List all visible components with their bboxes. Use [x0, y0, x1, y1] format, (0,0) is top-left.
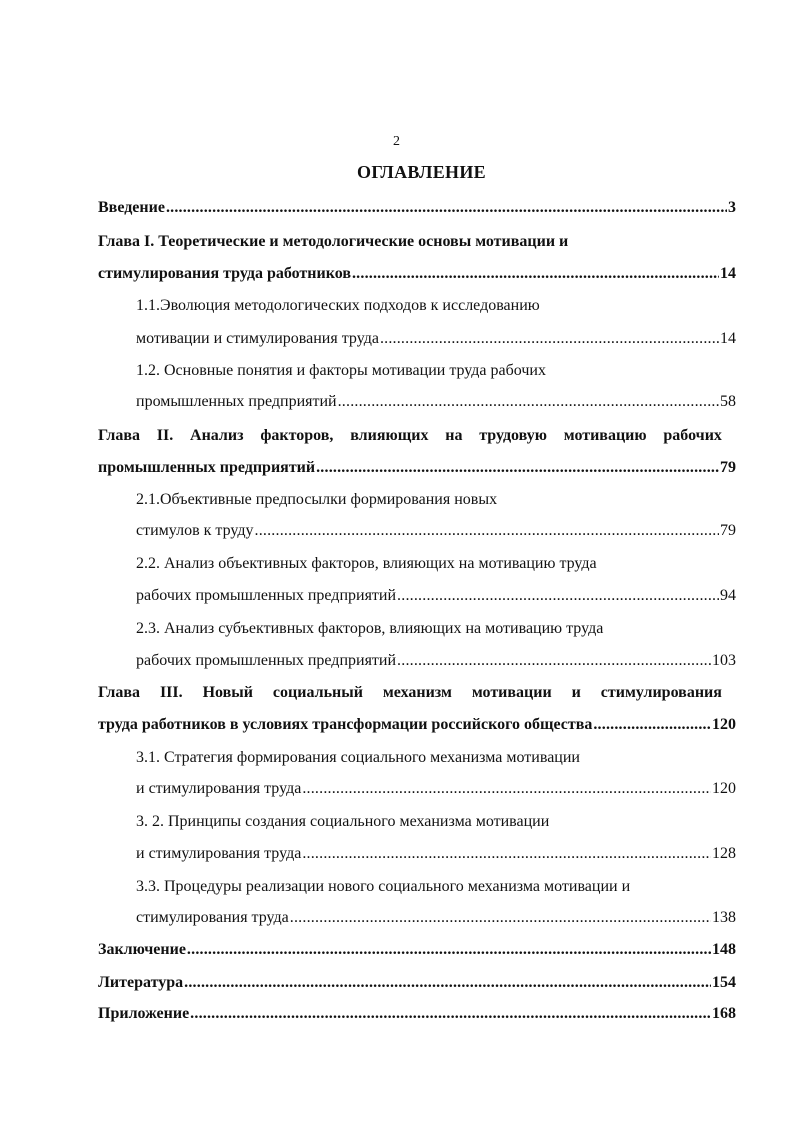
- toc-entry-text: 3.1. Стратегия формирования социального механизма мотивации: [136, 749, 580, 766]
- toc-entry-text: промышленных предприятий: [136, 393, 337, 410]
- toc-section-1-1[interactable]: [136, 329, 736, 349]
- toc-page-number: 120: [712, 780, 736, 797]
- toc-word: Новый: [202, 684, 253, 701]
- dot-leader: [352, 264, 719, 284]
- dot-leader: [380, 329, 719, 349]
- toc-section-2-3[interactable]: [136, 651, 736, 671]
- dot-leader: [184, 973, 711, 993]
- toc-entry-text: труда работников в условиях трансформации российского общества: [98, 716, 593, 733]
- toc-entry-text: рабочих промышленных предприятий: [136, 587, 397, 604]
- toc-entry-appendix[interactable]: [98, 1004, 736, 1024]
- toc-entry-text: 2.1.Объективные предпосылки формирования новых: [136, 491, 498, 508]
- toc-section-3-1[interactable]: [136, 779, 736, 799]
- toc-page-number: 120: [712, 716, 736, 733]
- toc-section-1-2[interactable]: [136, 392, 736, 412]
- toc-page-number: 128: [712, 845, 736, 862]
- toc-word: трудовую: [479, 427, 547, 444]
- dot-leader: [338, 392, 719, 412]
- toc-entry-text: стимулирования труда: [136, 909, 289, 926]
- toc-entry-literature[interactable]: [98, 973, 736, 993]
- toc-word: Анализ: [190, 427, 244, 444]
- toc-word: влияющих: [350, 427, 429, 444]
- toc-word: рабочих: [663, 427, 722, 444]
- toc-word: стимулирования: [600, 684, 722, 701]
- dot-leader: [190, 1004, 711, 1024]
- toc-entry-text: Введение: [98, 199, 165, 216]
- dot-leader: [397, 651, 711, 671]
- toc-section-2-1-title[interactable]: [136, 490, 497, 510]
- toc-section-3-2-title[interactable]: [136, 812, 549, 832]
- toc-page-number: 79: [720, 522, 736, 539]
- toc-section-3-2[interactable]: [136, 844, 736, 864]
- toc-word: Глава: [98, 684, 140, 701]
- toc-page-number: 3: [728, 199, 736, 216]
- toc-word: мотивацию: [563, 427, 647, 444]
- toc-entry-text: 1.1.Эволюция методологических подходов к исследованию: [136, 297, 540, 314]
- toc-entry-intro[interactable]: [98, 198, 736, 218]
- toc-entry-text: 3.3. Процедуры реализации нового социального механизма мотивации и: [136, 878, 631, 895]
- toc-word: социальный: [272, 684, 363, 701]
- toc-page-number: 154: [712, 974, 736, 991]
- toc-entry-text: стимулов к труду: [136, 522, 254, 539]
- dot-leader: [255, 521, 720, 541]
- toc-page-number: 79: [720, 459, 736, 476]
- toc-word: Глава: [98, 427, 140, 444]
- toc-section-3-3-title[interactable]: [136, 877, 630, 897]
- toc-chapter-3[interactable]: [98, 715, 736, 735]
- toc-page-number: 58: [720, 393, 736, 410]
- toc-entry-text: 2.2. Анализ объективных факторов, влияющих на мотивацию труда: [136, 555, 597, 572]
- toc-entry-text: 1.2. Основные понятия и факторы мотивации труда рабочих: [136, 362, 546, 379]
- toc-entry-text: 2.3. Анализ субъективных факторов, влияющих на мотивацию труда: [136, 620, 604, 637]
- toc-entry-text: и стимулирования труда: [136, 845, 302, 862]
- toc-entry-conclusion[interactable]: [98, 940, 736, 960]
- toc-chapter-2[interactable]: [98, 458, 736, 478]
- toc-section-3-1-title[interactable]: [136, 748, 580, 768]
- toc-page-number: 94: [720, 587, 736, 604]
- toc-page-number: 14: [720, 265, 736, 282]
- dot-leader: [166, 198, 727, 218]
- toc-page-number: 168: [712, 1005, 736, 1022]
- toc-chapter-3-title[interactable]: [98, 683, 722, 703]
- toc-page-number: 148: [712, 941, 736, 958]
- toc-page-number: 138: [712, 909, 736, 926]
- dot-leader: [290, 908, 711, 928]
- toc-section-2-1[interactable]: [136, 521, 736, 541]
- dot-leader: [593, 715, 711, 735]
- toc-page-number: 14: [720, 330, 736, 347]
- toc-entry-text: промышленных предприятий: [98, 459, 316, 476]
- toc-entry-text: рабочих промышленных предприятий: [136, 652, 397, 669]
- toc-section-1-2-title[interactable]: [136, 361, 546, 381]
- toc-entry-text: 3. 2. Принципы создания социального механизма мотивации: [136, 813, 550, 830]
- toc-word: факторов,: [260, 427, 334, 444]
- dot-leader: [302, 779, 711, 799]
- toc-chapter-1[interactable]: [98, 264, 736, 284]
- toc-word: II.: [156, 427, 174, 444]
- dot-leader: [316, 458, 719, 478]
- toc-word: на: [445, 427, 463, 444]
- toc-section-2-3-title[interactable]: [136, 619, 603, 639]
- toc-entry-text: мотивации и стимулирования труда: [136, 330, 379, 347]
- toc-section-1-1-title[interactable]: [136, 296, 540, 316]
- toc-word: и: [571, 684, 581, 701]
- toc-page-number: 103: [712, 652, 736, 669]
- toc-section-2-2-title[interactable]: [136, 554, 597, 574]
- toc-entry-text: Заключение: [98, 941, 186, 958]
- dot-leader: [187, 940, 711, 960]
- toc-entry-text: и стимулирования труда: [136, 780, 302, 797]
- toc-word: механизм: [382, 684, 452, 701]
- dot-leader: [302, 844, 711, 864]
- toc-word: мотивации: [471, 684, 552, 701]
- toc-section-3-3[interactable]: [136, 908, 736, 928]
- page-number: 2: [393, 134, 400, 149]
- toc-section-2-2[interactable]: [136, 586, 736, 606]
- toc-chapter-1-title[interactable]: [98, 232, 568, 252]
- toc-word: III.: [159, 684, 183, 701]
- toc-entry-text: Глава I. Теоретические и методологические основы мотивации и: [98, 233, 569, 250]
- toc-entry-text: Приложение: [98, 1005, 190, 1022]
- toc-chapter-2-title[interactable]: [98, 426, 722, 446]
- toc-entry-text: стимулирования труда работников: [98, 265, 351, 282]
- toc-title: ОГЛАВЛЕНИЕ: [357, 162, 486, 182]
- dot-leader: [397, 586, 719, 606]
- toc-entry-text: Литература: [98, 974, 184, 991]
